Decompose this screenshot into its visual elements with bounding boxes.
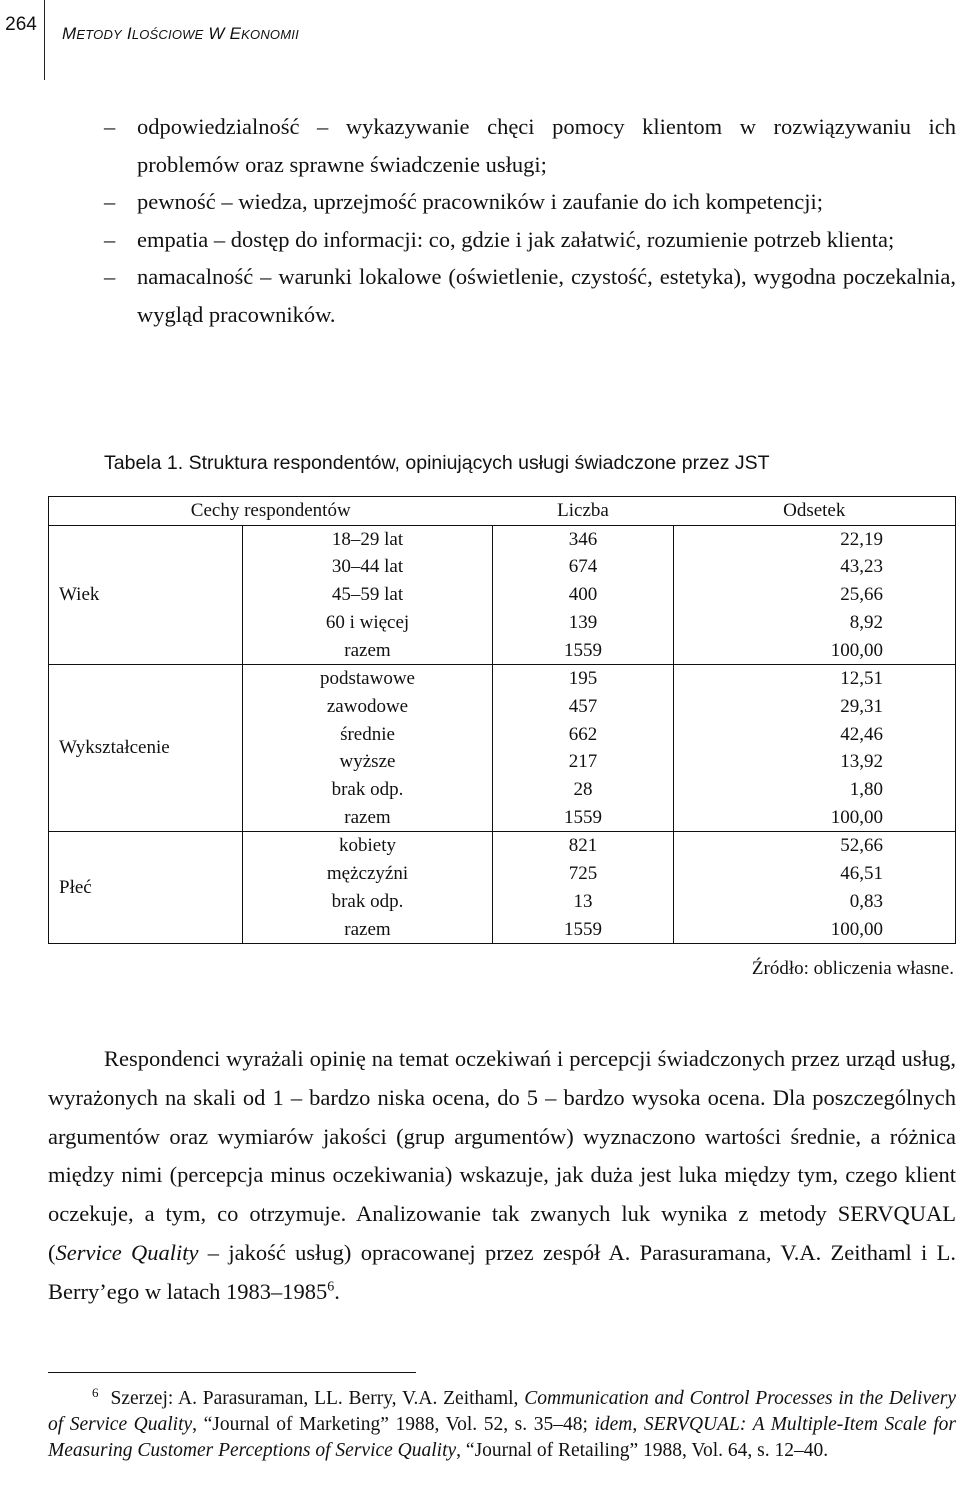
bullet-text: odpowiedzialność – wykazywanie chęci pomocy klientom w rozwiązywaniu ich problemów oraz sprawne świadczenie usługi; [137, 114, 956, 177]
row-label: wyższe [243, 748, 493, 776]
row-percent: 100,00 [674, 637, 956, 665]
row-label: zawodowe [243, 693, 493, 721]
footnote-part1: Szerzej: A. Parasuraman, LL. Berry, V.A. Zeithaml, [110, 1388, 525, 1409]
row-percent: 22,19 [674, 525, 956, 553]
bullet-dash: – [104, 264, 116, 289]
header-characteristics: Cechy respondentów [49, 497, 493, 526]
row-count: 1559 [493, 804, 674, 832]
page-number: 264 [5, 14, 37, 35]
row-percent: 52,66 [674, 832, 956, 860]
row-label: brak odp. [243, 888, 493, 916]
header-count: Liczba [493, 497, 674, 526]
row-percent: 13,92 [674, 748, 956, 776]
group-label: Wykształcenie [49, 665, 243, 832]
row-count: 821 [493, 832, 674, 860]
row-count: 674 [493, 553, 674, 581]
footnote-mark: 6 [92, 1384, 99, 1400]
header-percent: Odsetek [674, 497, 956, 526]
row-percent: 100,00 [674, 916, 956, 944]
bullet-text: namacalność – warunki lokalowe (oświetlenie, czystość, estetyka), wygodna poczekalnia, wygląd pracowników. [137, 264, 956, 327]
paragraph-text-after: – jakość usług) opracowanej przez zespół A. Parasuramana, V.A. Zeithaml i L. Berry’ego w latach 1983–1985 [48, 1239, 956, 1304]
paragraph-end: . [334, 1278, 340, 1304]
row-count: 1559 [493, 637, 674, 665]
table-row [49, 525, 956, 553]
row-count: 346 [493, 525, 674, 553]
row-label: razem [243, 804, 493, 832]
row-label: 60 i więcej [243, 609, 493, 637]
row-label: razem [243, 637, 493, 665]
bullet-item [104, 221, 956, 259]
table-caption-text: Struktura respondentów, opiniujących usługi świadczone przez JST [188, 452, 770, 474]
row-label: kobiety [243, 832, 493, 860]
row-count: 457 [493, 693, 674, 721]
row-percent: 100,00 [674, 804, 956, 832]
footnote-part4: , “Journal of Retailing” 1988, Vol. 64, s. 12–40. [456, 1440, 829, 1461]
bullet-text: empatia – dostęp do informacji: co, gdzie i jak załatwić, rozumienie potrzeb klienta; [137, 226, 895, 252]
row-percent: 8,92 [674, 609, 956, 637]
bullet-dash: – [104, 114, 116, 139]
paragraph-text: Respondenci wyrażali opinię na temat oczekiwań i percepcji świadczonych przez urząd usług, wyrażonych na skali od 1 – bardzo niska ocena, do 5 – bardzo wysoka ocena. Dla poszczególnych argumentów oraz wymiarów jakości (grup argumentów) wyznaczono wartości średnie, a różnica między nimi (percepcja minus oczekiwania) wskazuje, jak duża jest luka między tym, czego klient oczekuje, a tym, co otrzymuje. Analizowanie tak zwanych luk wynika z metody SERVQUAL ( [48, 1046, 956, 1265]
bullet-item [104, 183, 956, 221]
row-label: brak odp. [243, 776, 493, 804]
row-percent: 43,23 [674, 553, 956, 581]
bullet-item [104, 258, 956, 333]
row-percent: 12,51 [674, 665, 956, 693]
footnote-title1: Communication and Control Processes in the Delivery of Service Quality [48, 1388, 957, 1435]
row-label: 30–44 lat [243, 553, 493, 581]
row-count: 662 [493, 721, 674, 749]
body-paragraph [48, 1040, 956, 1312]
running-title: METODY ILOŚCIOWE W EKONOMII [62, 24, 299, 43]
bullet-dash: – [104, 189, 116, 214]
footnote [48, 1386, 956, 1464]
footnote-part3: , [632, 1414, 644, 1435]
row-percent: 46,51 [674, 860, 956, 888]
row-label: razem [243, 916, 493, 944]
footnote-reference: 6 [327, 1279, 335, 1295]
row-count: 28 [493, 776, 674, 804]
row-percent: 0,83 [674, 888, 956, 916]
row-label: średnie [243, 721, 493, 749]
row-count: 400 [493, 581, 674, 609]
row-label: podstawowe [243, 665, 493, 693]
row-label: 18–29 lat [243, 525, 493, 553]
row-count: 195 [493, 665, 674, 693]
table-caption-label: Tabela 1. [104, 452, 184, 474]
footnote-rule [48, 1372, 416, 1373]
row-percent: 25,66 [674, 581, 956, 609]
table-row [49, 665, 956, 693]
table-header-row [49, 497, 956, 526]
row-count: 13 [493, 888, 674, 916]
row-count: 1559 [493, 916, 674, 944]
bullet-list [104, 108, 956, 333]
row-count: 217 [493, 748, 674, 776]
paragraph-italic: Service Quality [55, 1239, 199, 1265]
table-row [49, 832, 956, 860]
row-label: mężczyźni [243, 860, 493, 888]
bullet-text: pewność – wiedza, uprzejmość pracowników i zaufanie do ich kompetencji; [137, 189, 824, 214]
bullet-dash: – [104, 226, 116, 252]
row-percent: 29,31 [674, 693, 956, 721]
group-label: Wiek [49, 525, 243, 665]
table-caption [104, 452, 770, 475]
row-label: 45–59 lat [243, 581, 493, 609]
row-percent: 42,46 [674, 721, 956, 749]
footnote-idem: idem [594, 1414, 633, 1435]
row-count: 725 [493, 860, 674, 888]
footnote-title2: SERVQUAL: A Multiple-Item Scale for Measuring Customer Perceptions of Service Quality [48, 1414, 957, 1461]
table-source: Źródło: obliczenia własne. [751, 958, 954, 979]
group-label: Płeć [49, 832, 243, 944]
header-divider [44, 0, 45, 80]
row-percent: 1,80 [674, 776, 956, 804]
bullet-item [104, 108, 956, 183]
row-count: 139 [493, 609, 674, 637]
respondents-table [48, 496, 956, 944]
footnote-part2: , “Journal of Marketing” 1988, Vol. 52, s. 35–48; [192, 1414, 595, 1435]
